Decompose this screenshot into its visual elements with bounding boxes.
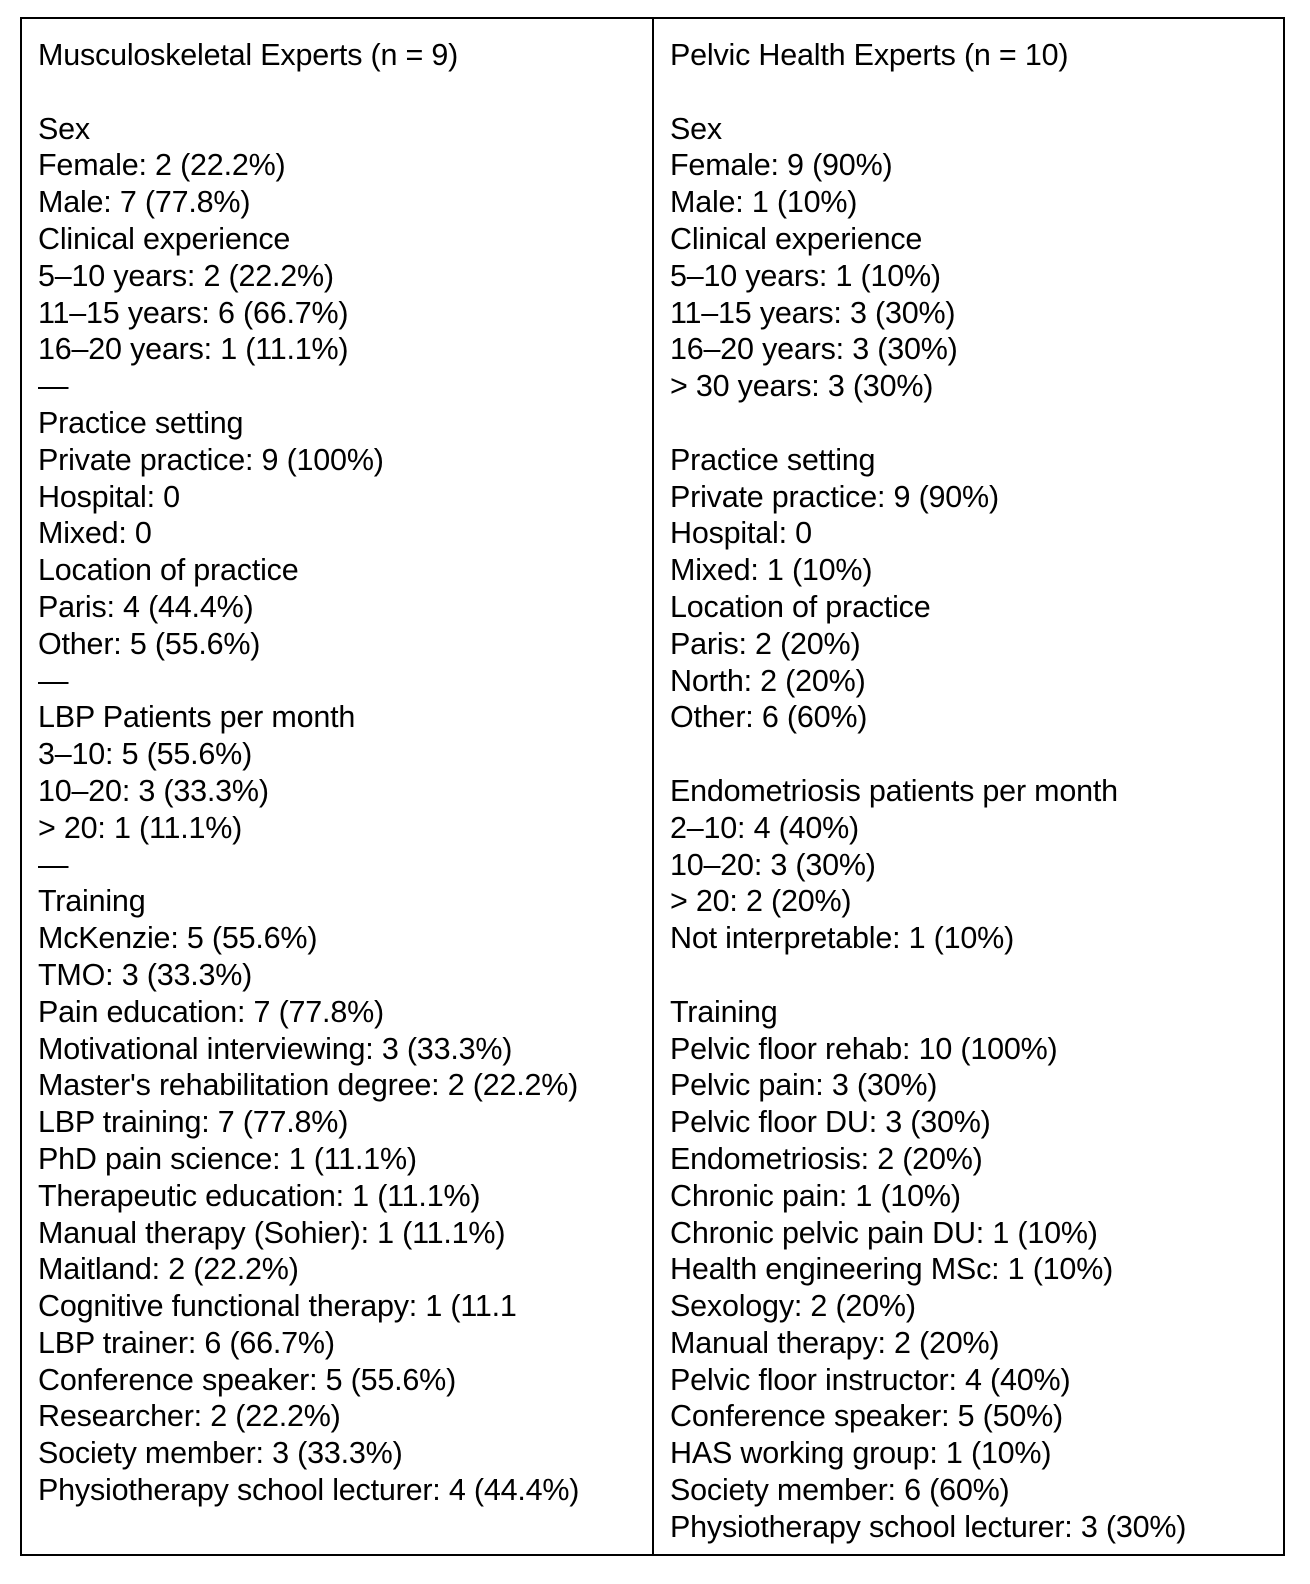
table-line: Female: 9 (90%) — [670, 148, 893, 183]
table-line: 5–10 years: 2 (22.2%) — [38, 258, 334, 293]
table-line: Physiotherapy school lecturer: 4 (44.4%) — [38, 1473, 580, 1508]
table-line: Location of practice — [670, 589, 931, 624]
table-line: Other: 5 (55.6%) — [38, 626, 261, 661]
table-line: Male: 7 (77.8%) — [38, 185, 251, 220]
table-line: Cognitive functional therapy: 1 (11.1 — [38, 1289, 517, 1324]
table-line: Male: 1 (10%) — [670, 185, 858, 220]
column-title: Musculoskeletal Experts (n = 9) — [38, 38, 459, 72]
spacer — [670, 405, 1283, 442]
section-divider: — — [38, 847, 69, 882]
table-line: LBP trainer: 6 (66.7%) — [38, 1325, 335, 1360]
table-line: Physiotherapy school lecturer: 3 (30%) — [670, 1509, 1187, 1544]
table-line: Training — [38, 884, 146, 919]
musculoskeletal-experts-column — [22, 19, 654, 1554]
table-line: 5–10 years: 1 (10%) — [670, 258, 941, 293]
table-line: Pelvic floor rehab: 10 (100%) — [670, 1031, 1058, 1066]
table-line: LBP Patients per month — [38, 700, 356, 735]
table-line: Clinical experience — [670, 221, 923, 256]
table-line: North: 2 (20%) — [670, 663, 866, 698]
table-line: Motivational interviewing: 3 (33.3%) — [38, 1031, 513, 1066]
table-line: 11–15 years: 3 (30%) — [670, 295, 956, 330]
table-line: 2–10: 4 (40%) — [670, 810, 859, 845]
table-line: Society member: 3 (33.3%) — [38, 1436, 403, 1471]
expert-characteristics-table — [20, 17, 1285, 1556]
table-line: Chronic pain: 1 (10%) — [670, 1178, 961, 1213]
table-line: PhD pain science: 1 (11.1%) — [38, 1141, 417, 1176]
table-line: Sex — [38, 111, 90, 146]
table-line: Clinical experience — [38, 221, 291, 256]
table-line: 3–10: 5 (55.6%) — [38, 737, 253, 772]
spacer — [670, 957, 1283, 994]
table-line: Pain education: 7 (77.8%) — [38, 994, 384, 1029]
table-line: > 20: 1 (11.1%) — [38, 810, 243, 845]
table-line: Maitland: 2 (22.2%) — [38, 1252, 299, 1287]
table-line: Pelvic floor DU: 3 (30%) — [670, 1105, 991, 1140]
table-line: Sex — [670, 111, 722, 146]
table-line: Mixed: 1 (10%) — [670, 553, 873, 588]
spacer — [670, 736, 1283, 773]
table-line: Other: 6 (60%) — [670, 700, 868, 735]
table-line: Private practice: 9 (90%) — [670, 479, 999, 514]
spacer — [38, 74, 652, 111]
column-lines — [670, 74, 1283, 1546]
table-line: Researcher: 2 (22.2%) — [38, 1399, 341, 1434]
table-line: 16–20 years: 1 (11.1%) — [38, 332, 349, 367]
pelvic-health-experts-column — [654, 19, 1283, 1554]
table-line: Paris: 4 (44.4%) — [38, 589, 254, 624]
table-line: 10–20: 3 (33.3%) — [38, 773, 269, 808]
table-line: Endometriosis patients per month — [670, 773, 1118, 808]
table-line: Private practice: 9 (100%) — [38, 442, 384, 477]
table-line: Endometriosis: 2 (20%) — [670, 1141, 983, 1176]
table-line: Manual therapy: 2 (20%) — [670, 1325, 1000, 1360]
table-line: Conference speaker: 5 (55.6%) — [38, 1362, 457, 1397]
table-line: Practice setting — [670, 442, 876, 477]
table-line: Master's rehabilitation degree: 2 (22.2%) — [38, 1068, 579, 1103]
table-line: Pelvic floor instructor: 4 (40%) — [670, 1362, 1071, 1397]
table-line: Location of practice — [38, 553, 299, 588]
table-line: Chronic pelvic pain DU: 1 (10%) — [670, 1215, 1098, 1250]
table-line: > 20: 2 (20%) — [670, 884, 852, 919]
table-line: Hospital: 0 — [38, 479, 180, 514]
table-line: 10–20: 3 (30%) — [670, 847, 876, 882]
table-line: Mixed: 0 — [38, 516, 152, 551]
table-line: Female: 2 (22.2%) — [38, 148, 286, 183]
table-line: Paris: 2 (20%) — [670, 626, 861, 661]
table-line: > 30 years: 3 (30%) — [670, 369, 934, 404]
table-line: Society member: 6 (60%) — [670, 1473, 1010, 1508]
table-line: Pelvic pain: 3 (30%) — [670, 1068, 938, 1103]
table-line: Therapeutic education: 1 (11.1%) — [38, 1178, 481, 1213]
section-divider: — — [38, 663, 69, 698]
table-line: Not interpretable: 1 (10%) — [670, 921, 1015, 956]
column-lines — [38, 74, 652, 1509]
table-line: Sexology: 2 (20%) — [670, 1289, 916, 1324]
table-line: 16–20 years: 3 (30%) — [670, 332, 958, 367]
column-title: Pelvic Health Experts (n = 10) — [670, 38, 1069, 72]
table-line: Manual therapy (Sohier): 1 (11.1%) — [38, 1215, 506, 1250]
table-line: 11–15 years: 6 (66.7%) — [38, 295, 349, 330]
table-line: Practice setting — [38, 405, 244, 440]
table-line: Hospital: 0 — [670, 516, 812, 551]
table-line: LBP training: 7 (77.8%) — [38, 1105, 349, 1140]
spacer — [670, 74, 1283, 111]
table-line: Training — [670, 994, 778, 1029]
table-line: HAS working group: 1 (10%) — [670, 1436, 1052, 1471]
section-divider: — — [38, 369, 69, 404]
table-line: Health engineering MSc: 1 (10%) — [670, 1252, 1114, 1287]
table-line: McKenzie: 5 (55.6%) — [38, 921, 318, 956]
table-line: Conference speaker: 5 (50%) — [670, 1399, 1064, 1434]
table-line: TMO: 3 (33.3%) — [38, 957, 253, 992]
